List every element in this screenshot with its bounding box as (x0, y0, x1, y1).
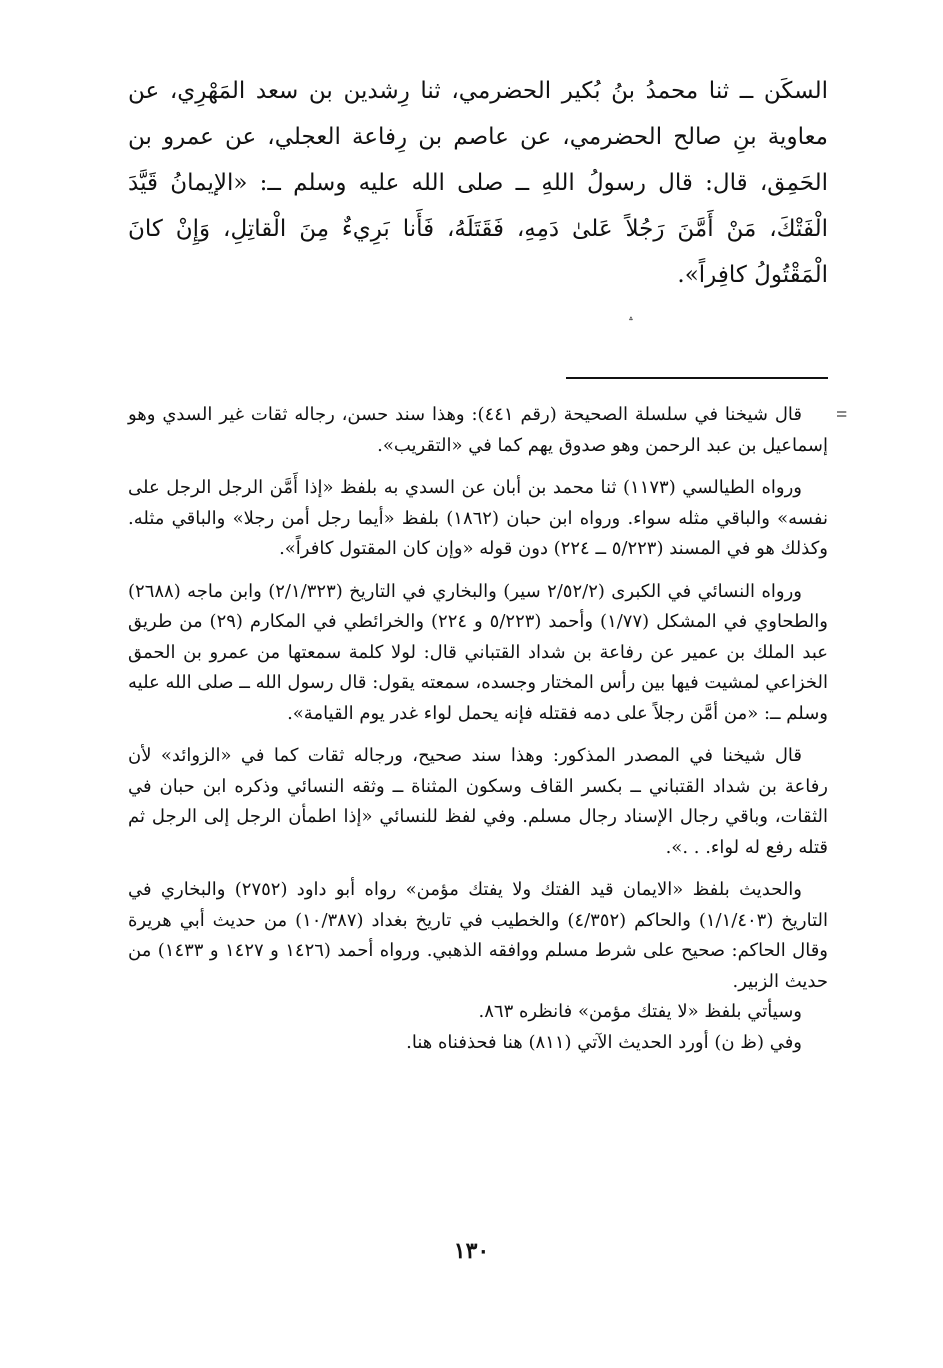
hadith-main-text: السكَن ــ ثنا محمدُ بنُ بُكير الحضرمي، ثنا رِشدين بن سعد المَهْرِي، عن معاوية بنِ صالح الحضرمي، عن عاصم بن رِفاعة العجلي، عن عمرو بن الحَمِق، قال: قال رسولُ اللهِ ــ صلى الله عليه وسلم ــ: «الإيمانُ قَيَّدَ الْفَتْكَ، مَنْ أَمَّنَ رَجُلاً عَلىٰ دَمِهِ، فَقَتَلَهُ، فَأَنا بَرِيءٌ مِنَ الْقاتِلِ، وَإِنْ كانَ الْمَقْتُولُ كافِراً». (128, 78, 828, 288)
footnote-paragraph-abu-dawud: والحديث بلفظ «الايمان قيد الفتك ولا يفتك مؤمن» رواه أبو داود (٢٧٥٢) والبخاري في التاريخ (١/١/٤٠٣) والحاكم (٤/٣٥٢) والخطيب في تاريخ بغداد (١٠/٣٨٧) من حديث أبي هريرة وقال الحاكم: صحيح على شرط مسلم ووافقه الذهبي. ورواه أحمد (١٤٢٦ و ١٤٢٧ و ١٤٣٣) من حديث الزبير. (128, 879, 829, 992)
footnote-paragraph-cross-reference: وسيأتي بلفظ «لا يفتك مؤمن» فانظره ٨٦٣. (478, 1001, 802, 1022)
footnote-continuation-mark: = (836, 404, 848, 426)
footnotes-section (128, 400, 828, 1058)
ink-speck: ؞ (628, 317, 634, 328)
footnote-paragraph-zawaid: قال شيخنا في المصدر المذكور: وهذا سند صحيح، ورجاله ثقات كما في «الزوائد» لأن رفاعة بن شداد القتباني ــ بكسر القاف وسكون المثناة ــ وثقه النسائي وذكره ابن حبان في الثقات، وباقي رجال الإسناد رجال مسلم. وفي لفظ للنسائي «إذا اطمأن الرجل إلى الرجل ثم قتله رفع له لواء. . .». (128, 745, 828, 858)
footnote-paragraph-nasai: ورواه النسائي في الكبرى (٢/٥٢/٢ سير) والبخاري في التاريخ (٢/١/٣٢٣) وابن ماجه (٢٦٨٨) والطحاوي في المشكل (١/٧٧) وأحمد (٥/٢٢٣ و ٢٢٤) والخرائطي في المكارم (٢٩) من طريق عبد الملك بن عمير عن رفاعة بن شداد القتباني قال: لولا كلمة سمعتها من عمرو بن الحمق الخزاعي لمشيت فيها بين رأس المختار وجسده، سمعته يقول: قال رسول الله ــ صلى الله عليه وسلم ــ: «من أمَّن رجلاً على دمه فقتله فإنه يحمل لواء غدر يوم القيامة». (128, 580, 828, 724)
footnote-separator-rule (566, 377, 828, 379)
footnote-paragraph-silsila: قال شيخنا في سلسلة الصحيحة (رقم ٤٤١): وهذا سند حسن، رجاله ثقات غير السدي وهو إسماعيل بن عبد الرحمن وهو صدوق يهم كما في «التقريب». (128, 404, 828, 456)
footnote-paragraph-manuscript-note: وفي (ظ ن) أورد الحديث الآتي (٨١١) هنا فحذفناه هنا. (406, 1031, 802, 1053)
footnote-paragraph-tayalisi: ورواه الطيالسي (١١٧٣) ثنا محمد بن أبان عن السدي به بلفظ «إذا أَمَّن الرجل الرجل على نفسه» والباقي مثله سواء. ورواه ابن حبان (١٨٦٢) بلفظ «أيما رجل أمن رجلا» والباقي مثله. وكذلك هو في المسند (٥/٢٢٣ ــ ٢٢٤) دون قوله «وإن كان المقتول كافراً». (128, 477, 828, 559)
page-number: ١٣٠ (453, 1238, 490, 1264)
